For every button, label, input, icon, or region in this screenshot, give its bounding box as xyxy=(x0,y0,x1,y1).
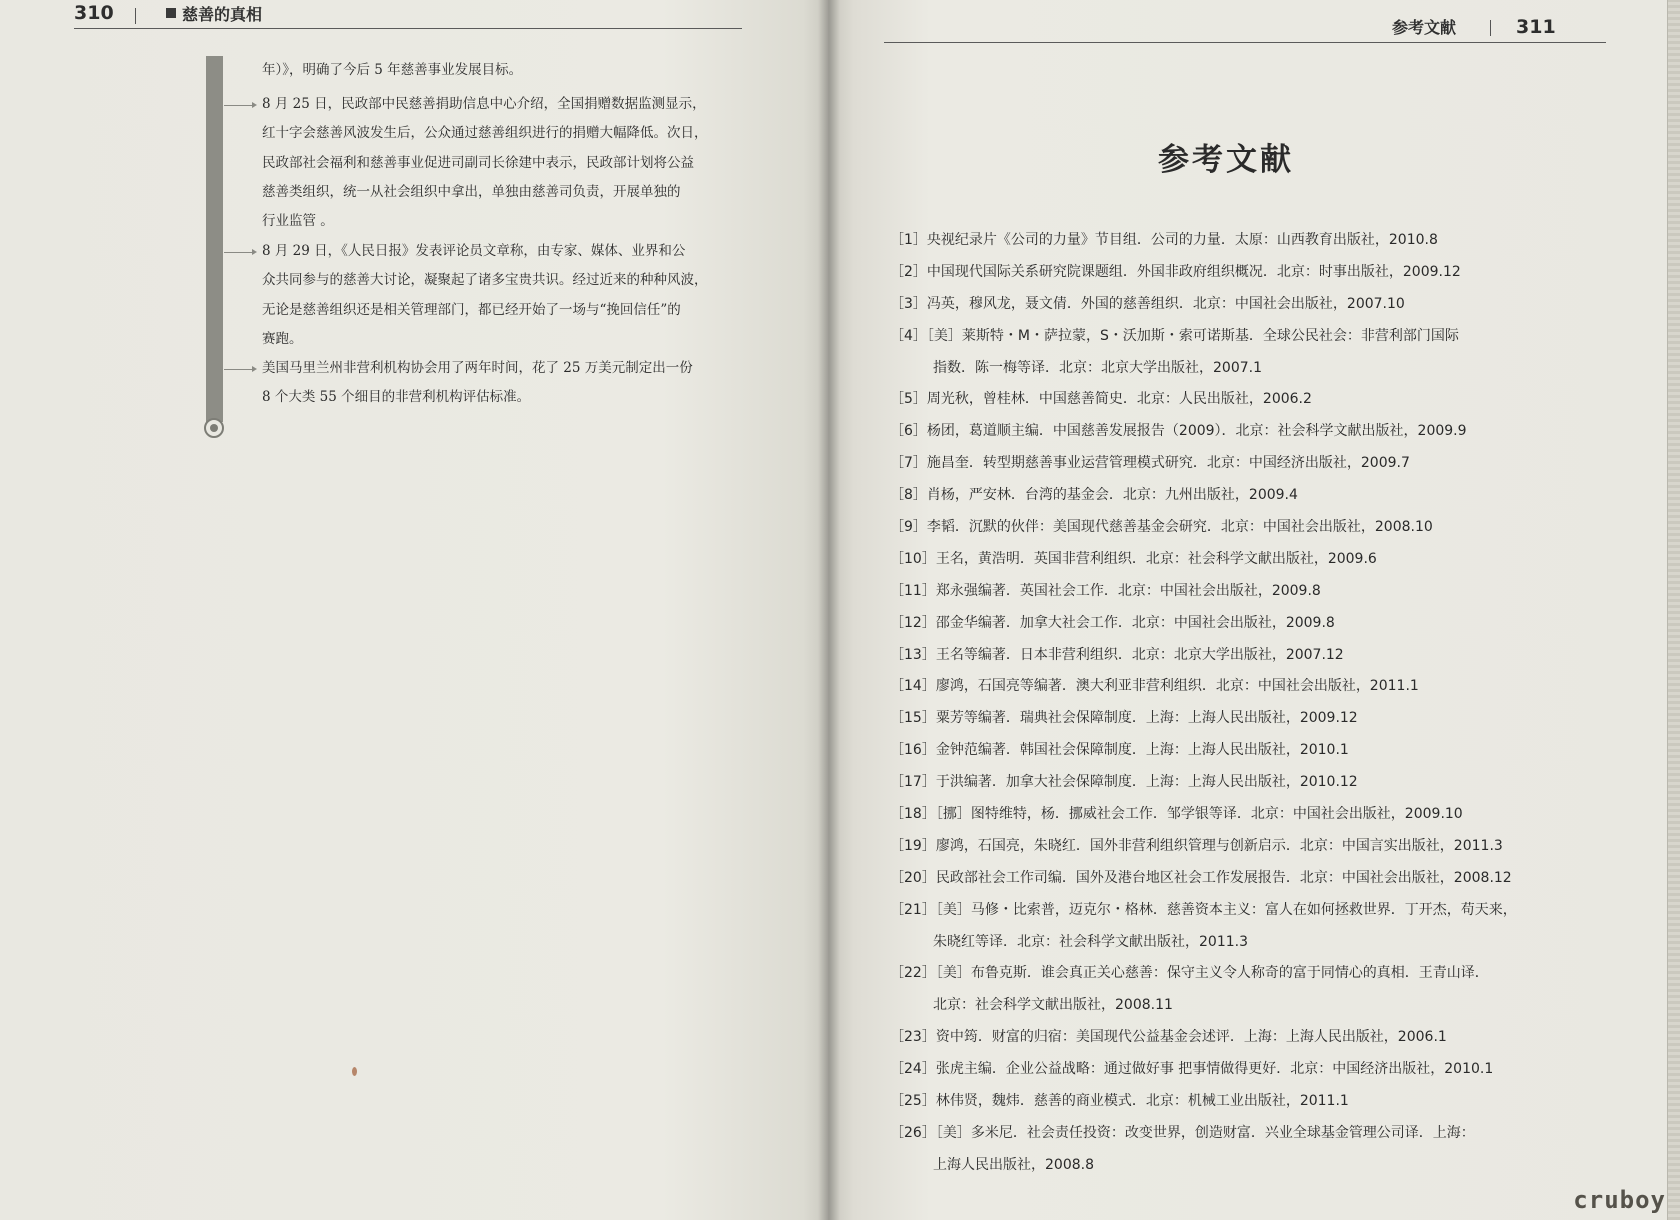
reference-item-continuation: 北京：社会科学文献出版社，2008.11 xyxy=(933,997,1173,1014)
page-edge xyxy=(1667,0,1680,1220)
reference-item-continuation: 上海人民出版社，2008.8 xyxy=(933,1156,1094,1173)
watermark: cruboy xyxy=(1573,1186,1666,1214)
reference-item: ［22］［美］布鲁克斯．谁会真正关心慈善：保守主义令人称奇的富于同情心的真相．王青山译． xyxy=(890,965,1489,982)
square-bullet-icon xyxy=(166,8,176,18)
timeline-entry-line: 慈善类组织，统一从社会组织中拿出，单独由慈善司负责，开展单独的 xyxy=(262,183,681,200)
left-running-title: 慈善的真相 xyxy=(182,5,263,24)
reference-item: ［10］王名，黄浩明．英国非营利组织．北京：社会科学文献出版社，2009.6 xyxy=(890,550,1377,567)
reference-item-continuation: 指数．陈一梅等译．北京：北京大学出版社，2007.1 xyxy=(933,359,1262,376)
timeline-entry-line: 赛跑。 xyxy=(262,330,303,347)
right-running-title: 参考文献 xyxy=(1392,18,1457,37)
reference-item: ［24］张虎主编．企业公益战略：通过做好事 把事情做得更好．北京：中国经济出版社，2010.1 xyxy=(890,1061,1494,1078)
header-rule xyxy=(884,42,1606,43)
reference-item: ［11］郑永强编著．英国社会工作．北京：中国社会出版社，2009.8 xyxy=(890,582,1321,599)
timeline-end-circle-icon xyxy=(204,418,224,438)
paper-speck xyxy=(352,1067,357,1076)
reference-item: ［4］［美］莱斯特・M・萨拉蒙，S・沃加斯・索可诺斯基．全球公民社会：非营利部门国际 xyxy=(890,327,1459,344)
reference-item: ［15］粟芳等编著．瑞典社会保障制度．上海：上海人民出版社，2009.12 xyxy=(890,710,1358,727)
timeline-entry-line: 众共同参与的慈善大讨论，凝聚起了诸多宝贵共识。经过近来的种种风波， xyxy=(262,272,708,289)
timeline-entry-line: 无论是慈善组织还是相关管理部门，都已经开始了一场与“挽回信任”的 xyxy=(262,301,681,318)
timeline-entry-line: 行业监管 。 xyxy=(262,213,334,230)
reference-item: ［8］肖杨，严安林．台湾的基金会．北京：九州出版社，2009.4 xyxy=(890,487,1298,504)
reference-item: ［17］于洪编著．加拿大社会保障制度．上海：上海人民出版社，2010.12 xyxy=(890,774,1358,791)
reference-item: ［13］王名等编著．日本非营利组织．北京：北京大学出版社，2007.12 xyxy=(890,646,1344,663)
reference-item: ［2］中国现代国际关系研究院课题组．外国非政府组织概况．北京：时事出版社，2009.12 xyxy=(890,263,1461,280)
left-page-number: 310 xyxy=(74,2,114,24)
header-separator xyxy=(1490,20,1491,36)
timeline-entry-line: 8 月 25 日，民政部中民慈善捐助信息中心介绍，全国捐赠数据监测显示， xyxy=(262,96,706,112)
left-page xyxy=(0,0,828,1220)
reference-item: ［9］李韬．沉默的伙伴：美国现代慈善基金会研究．北京：中国社会出版社，2008.10 xyxy=(890,519,1433,536)
reference-item: ［25］林伟贤，魏炜．慈善的商业模式．北京：机械工业出版社，2011.1 xyxy=(890,1093,1349,1110)
timeline-entry-line: 8 月 29 日，《人民日报》发表评论员文章称，由专家、媒体、业界和公 xyxy=(262,243,686,259)
timeline-entry xyxy=(262,90,748,236)
timeline-entry-line: 8 个大类 55 个细目的非营利机构评估标准。 xyxy=(262,389,531,406)
reference-item: ［23］资中筠．财富的归宿：美国现代公益基金会述评．上海：上海人民出版社，2006.1 xyxy=(890,1029,1447,1046)
reference-item: ［21］［美］马修・比索普，迈克尔・格林．慈善资本主义：富人在如何拯救世界．丁开杰，苟天来， xyxy=(890,901,1517,918)
reference-item: ［12］邵金华编著．加拿大社会工作．北京：中国社会出版社，2009.8 xyxy=(890,614,1335,631)
reference-item: ［26］［美］多米尼．社会责任投资：改变世界，创造财富．兴业全球基金管理公司译．上海： xyxy=(890,1124,1475,1141)
right-page xyxy=(828,0,1680,1220)
timeline-entry-line: 年）》，明确了今后 5 年慈善事业发展目标。 xyxy=(262,62,523,78)
reference-item: ［6］杨团，葛道顺主编．中国慈善发展报告（2009）．北京：社会科学文献出版社，2009.9 xyxy=(890,423,1467,440)
reference-item-continuation: 朱晓红等译．北京：社会科学文献出版社，2011.3 xyxy=(933,933,1248,950)
timeline-entry xyxy=(262,237,748,354)
timeline-arrow-icon xyxy=(224,252,254,253)
timeline-arrow-icon xyxy=(224,369,254,370)
timeline-entry-line: 民政部社会福利和慈善事业促进司副司长徐建中表示，民政部计划将公益 xyxy=(262,154,694,171)
timeline-entry-line: 红十字会慈善风波发生后，公众通过慈善组织进行的捐赠大幅降低。次日， xyxy=(262,125,708,142)
reference-item: ［1］央视纪录片《公司的力量》节目组．公司的力量．太原：山西教育出版社，2010.8 xyxy=(890,232,1438,248)
right-page-number: 311 xyxy=(1516,16,1556,38)
timeline-entry xyxy=(262,354,748,413)
header-rule xyxy=(74,28,742,29)
timeline-entry xyxy=(262,56,748,85)
book-gutter xyxy=(818,0,840,1220)
reference-item: ［16］金钟范编著．韩国社会保障制度．上海：上海人民出版社，2010.1 xyxy=(890,742,1349,759)
reference-item: ［7］施昌奎．转型期慈善事业运营管理模式研究．北京：中国经济出版社，2009.7 xyxy=(890,455,1410,472)
reference-item: ［19］廖鸿，石国亮，朱晓红．国外非营利组织管理与创新启示．北京：中国言实出版社，2011.3 xyxy=(890,837,1503,854)
timeline-arrow-icon xyxy=(224,105,254,106)
timeline-entry-line: 美国马里兰州非营利机构协会用了两年时间，花了 25 万美元制定出一份 xyxy=(262,360,693,376)
reference-item: ［5］周光秋，曾桂林．中国慈善简史．北京：人民出版社，2006.2 xyxy=(890,391,1312,408)
references-heading: 参考文献 xyxy=(1158,142,1294,178)
timeline-bar xyxy=(206,56,223,422)
reference-list xyxy=(890,225,1670,1182)
reference-item: ［3］冯英，穆风龙，聂文倩．外国的慈善组织．北京：中国社会出版社，2007.10 xyxy=(890,295,1405,312)
reference-item: ［14］廖鸿，石国亮等编著．澳大利亚非营利组织．北京：中国社会出版社，2011.1 xyxy=(890,678,1419,695)
reference-item: ［20］民政部社会工作司编．国外及港台地区社会工作发展报告．北京：中国社会出版社，2008.12 xyxy=(890,869,1512,886)
reference-item: ［18］［挪］图特维特，杨．挪威社会工作．邹学银等译．北京：中国社会出版社，2009.10 xyxy=(890,806,1463,823)
header-separator xyxy=(135,8,136,24)
